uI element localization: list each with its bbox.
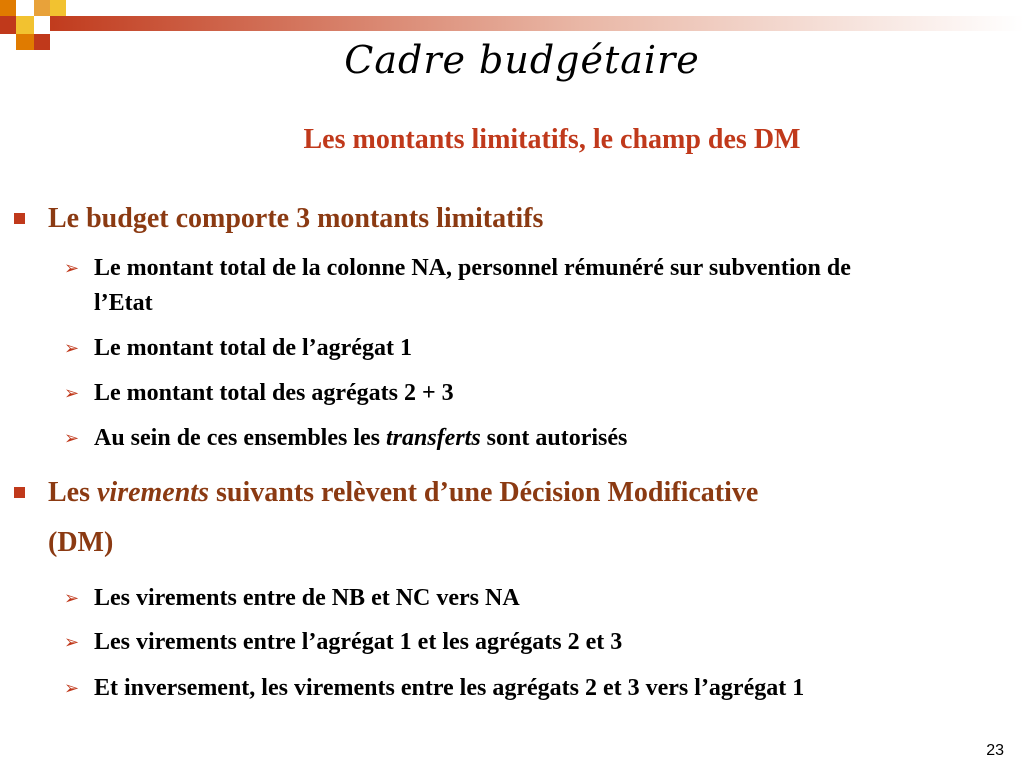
sub-bullet <box>64 671 914 706</box>
square-bullet-icon <box>14 213 25 224</box>
arrow-bullet-icon: ➢ <box>64 588 80 609</box>
sub-bullet-text: Les virements entre de NB et NC vers NA <box>94 585 520 611</box>
sub-bullet-text: Et inversement, les virements entre les agrégats 2 et 3 vers l’agrégat 1 <box>94 675 805 701</box>
sub-bullet-text-pre: Au sein de ces ensembles les <box>94 425 386 451</box>
page-number: 23 <box>986 742 1004 759</box>
sub-bullet <box>64 581 914 616</box>
bullet-text-line2: (DM) <box>48 527 114 558</box>
arrow-bullet-icon: ➢ <box>64 678 80 699</box>
sub-bullet-text-post: sont autorisés <box>480 425 628 451</box>
bullet-text-post: suivants relèvent d’une Décision Modificative <box>209 477 759 508</box>
bullet-emphasis: virements <box>97 477 209 508</box>
arrow-bullet-icon: ➢ <box>64 383 80 404</box>
arrow-bullet-icon: ➢ <box>64 258 80 279</box>
arrow-bullet-icon: ➢ <box>64 632 80 653</box>
sub-bullet-text: Les virements entre l’agrégat 1 et les agrégats 2 et 3 <box>94 629 623 655</box>
bullet-budget-limits <box>48 194 543 244</box>
bullet-text: Le budget comporte 3 montants limitatifs <box>48 203 544 234</box>
arrow-bullet-icon: ➢ <box>64 428 80 449</box>
sub-bullet <box>64 625 914 660</box>
sub-bullet-emphasis: transferts <box>385 425 481 451</box>
slide-title: Cadre budgétaire <box>344 38 700 82</box>
bullet-virements <box>48 468 948 568</box>
sub-bullet <box>64 421 914 456</box>
sub-bullet-text: Le montant total des agrégats 2 + 3 <box>94 380 454 406</box>
sub-bullet <box>64 251 914 321</box>
sub-bullet-text: Le montant total de la colonne NA, personnel rémunéré sur subvention de l’Etat <box>94 255 851 316</box>
slide-subtitle: Les montants limitatifs, le champ des DM <box>303 124 801 155</box>
bullet-text-pre: Les <box>48 477 97 508</box>
arrow-bullet-icon: ➢ <box>64 338 80 359</box>
square-bullet-icon <box>14 487 25 498</box>
sub-bullet <box>64 376 914 411</box>
sub-bullet <box>64 331 914 366</box>
sub-bullet-text: Le montant total de l’agrégat 1 <box>94 335 412 361</box>
